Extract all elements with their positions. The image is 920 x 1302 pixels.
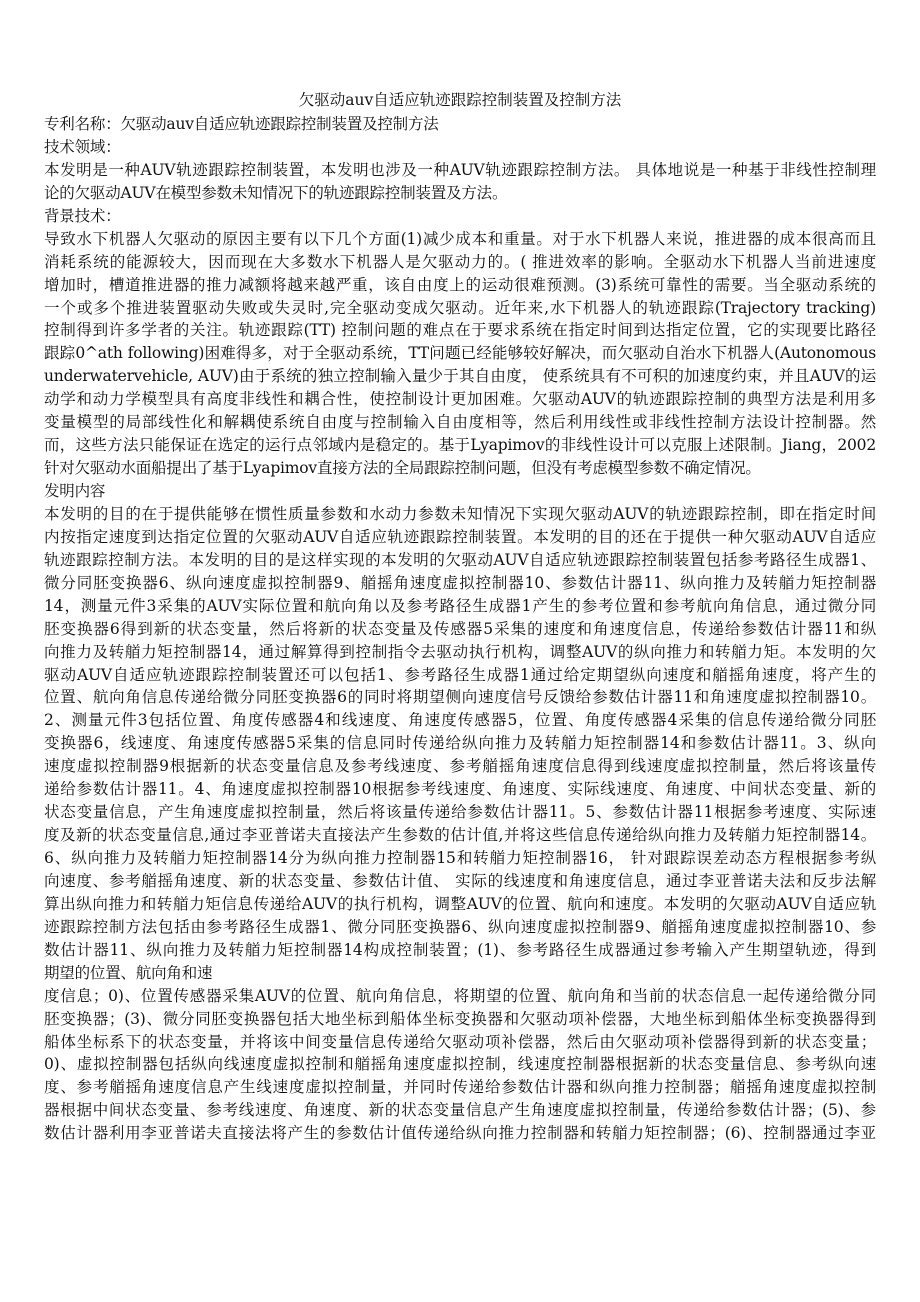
text-line: 技术领域：	[44, 137, 121, 156]
text-line: 度信息；0)、位置传感器采集AUV的位置、航向角信息，将期望的位置、航向角和当前的状态信息一起传递给微分同	[44, 986, 876, 1005]
text-line: 变换器6，线速度、角速度传感器5采集的信息同时传递给纵向推力及转艏力矩控制器14和参数估计器11。3、纵向	[44, 734, 876, 753]
text-line: 变量模型的局部线性化和解耦使系统自由度与控制输入自由度相等，然后利用线性或非线性控制方法设计控制器。然	[44, 413, 876, 432]
document-title: 欠驱动auv自适应轨迹跟踪控制装置及控制方法	[298, 91, 622, 109]
text-line: 度、参考艏摇角速度信息产生线速度虚拟控制量，并同时传递给参数估计器和纵向推力控制器；艏摇角速度虚拟控制	[44, 1078, 876, 1097]
text-line: 期望的位置、航向角和速	[44, 963, 213, 982]
text-line: 驱动AUV自适应轨迹跟踪控制装置还可以包括1、参考路径生成器1通过给定期望纵向速度和艏摇角速度，将产生的	[44, 665, 876, 684]
text-line: 数估计器11、纵向推力及转艏力矩控制器14构成控制装置；(1)、参考路径生成器通过参考输入产生期望轨迹，得到	[44, 940, 876, 959]
text-line: 背景技术：	[44, 206, 121, 225]
text-line: 专利名称：欠驱动auv自适应轨迹跟踪控制装置及控制方法	[44, 115, 439, 133]
text-line: 导致水下机器人欠驱动的原因主要有以下几个方面(1)减少成本和重量。对于水下机器人来说，推进器的成本很高而且	[44, 229, 876, 248]
text-line: 本发明是一种AUV轨迹跟踪控制装置，本发明也涉及一种AUV轨迹跟踪控制方法。 具体地说是一种基于非线性控制理	[44, 160, 876, 179]
text-line: 而，这些方法只能保证在选定的运行点邻域内是稳定的。基于Lyapimov的非线性设计可以克服上述限制。Jiang，2002	[44, 436, 876, 455]
text-line: 0)、虚拟控制器包括纵向线速度虚拟控制和艏摇角速度虚拟控制，线速度控制器根据新的状态变量信息、参考纵向速	[44, 1055, 876, 1074]
text-line: 内按指定速度到达指定位置的欠驱动AUV自适应轨迹跟踪控制装置。本发明的目的还在于提供一种欠驱动AUV自适应	[44, 527, 876, 546]
text-line: 向速度、参考艏摇角速度、新的状态变量、参数估计值、 实际的线速度和角速度信息，通过李亚普诺夫法和反步法解	[44, 871, 876, 890]
text-line: underwatervehicle, AUV)由于系统的独立控制输入量少于其自由度， 使系统具有不可积的加速度约束，并且AUV的运	[44, 367, 876, 386]
text-line: 速度虚拟控制器9根据新的状态变量信息及参考线速度、参考艏摇角速度信息得到线速度虚拟控制量，然后将该量传	[44, 757, 876, 776]
text-line: 胚变换器6得到新的状态变量，然后将新的状态变量及传感器5采集的速度和角速度信息，传递给参数估计器11和纵	[44, 619, 876, 638]
text-line: 迹跟踪控制方法包括由参考路径生成器1、微分同胚变换器6、纵向速度虚拟控制器9、艏摇角速度虚拟控制器10、参	[44, 917, 876, 936]
text-line: 增加时，槽道推进器的推力减额将越来越严重，该自由度上的运动很难预测。(3)系统可靠性的需要。当全驱动系统的	[44, 275, 876, 294]
text-line: 位置、航向角信息传递给微分同胚变换器6的同时将期望侧向速度信号反馈给参数估计器11和角速度虚拟控制器10。	[44, 688, 876, 707]
text-line: 度及新的状态变量信息,通过李亚普诺夫直接法产生参数的估计值,并将这些信息传递给纵向推力及转艏力矩控制器14。	[44, 826, 876, 845]
text-line: 跟踪0^ath following)困难得多，对于全驱动系统，TT问题已经能够较好解决，而欠驱动自治水下机器人(Autonomous	[44, 344, 876, 363]
text-line: 控制得到许多学者的关注。轨迹跟踪(TT) 控制问题的难点在于要求系统在指定时间到达指定位置，它的实现要比路径	[44, 321, 876, 340]
text-line: 动学和动力学模型具有高度非线性和耦合性，使控制设计更加困难。欠驱动AUV的轨迹跟踪控制的典型方法是利用多	[44, 390, 876, 409]
text-line: 针对欠驱动水面船提出了基于Lyapimov直接方法的全局跟踪控制问题，但没有考虑模型参数不确定情况。	[44, 459, 761, 478]
text-line: 14，测量元件3采集的AUV实际位置和航向角以及参考路径生成器1产生的参考位置和参考航向角信息，通过微分同	[44, 596, 876, 615]
text-line: 发明内容	[44, 482, 106, 500]
text-line: 船体坐标系下的状态变量，并将该中间变量信息传递给欠驱动项补偿器，然后由欠驱动项补偿器得到新的状态变量；	[44, 1032, 876, 1051]
text-line: 胚变换器；(3)、微分同胚变换器包括大地坐标到船体坐标变换器和欠驱动项补偿器，大地坐标到船体坐标变换器得到	[44, 1009, 876, 1028]
text-line: 算出纵向推力和转艏力矩信息传递给AUV的执行机构，调整AUV的位置、航向和速度。本发明的欠驱动AUV自适应轨	[44, 894, 876, 913]
text-line: 微分同胚变换器6、纵向速度虚拟控制器9、艏摇角速度虚拟控制器10、参数估计器11、纵向推力及转艏力矩控制器	[44, 573, 876, 592]
text-line: 递给参数估计器11。4、角速度虚拟控制器10根据参考线速度、角速度、实际线速度、角速度、中间状态变量、新的	[44, 780, 876, 799]
text-line: 器根据中间状态变量、参考线速度、角速度、新的状态变量信息产生角速度虚拟控制量，传递给参数估计器；(5)、参	[44, 1101, 876, 1120]
text-line: 6、纵向推力及转艏力矩控制器14分为纵向推力控制器15和转艏力矩控制器16， 针对跟踪误差动态方程根据参考纵	[44, 849, 876, 867]
text-line: 一个或多个推进装置驱动失败或失灵时,完全驱动变成欠驱动。近年来,水下机器人的轨迹跟踪(Trajectory tracking)	[44, 298, 876, 317]
text-line: 轨迹跟踪控制方法。本发明的目的是这样实现的本发明的欠驱动AUV自适应轨迹跟踪控制装置包括参考路径生成器1、	[44, 550, 876, 569]
text-line: 状态变量信息，产生角速度虚拟控制量，然后将该量传递给参数估计器11。5、参数估计器11根据参考速度、实际速	[44, 803, 876, 822]
document-body	[44, 113, 876, 1145]
text-line: 本发明的目的在于提供能够在惯性质量参数和水动力参数未知情况下实现欠驱动AUV的轨迹跟踪控制，即在指定时间	[44, 504, 876, 523]
text-line: 数估计器利用李亚普诺夫直接法将产生的参数估计值传递给纵向推力控制器和转艏力矩控制器；(6)、控制器通过李亚	[44, 1124, 876, 1143]
text-line: 消耗系统的能源较大，因而现在大多数水下机器人是欠驱动力的。( 推进效率的影响。全驱动水下机器人当前进速度	[44, 252, 876, 271]
text-line: 论的欠驱动AUV在模型参数未知情况下的轨迹跟踪控制装置及方法。	[44, 183, 508, 202]
text-line: 向推力及转艏力矩控制器14，通过解算得到控制指令去驱动执行机构，调整AUV的纵向推力和转艏力矩。本发明的欠	[44, 642, 876, 661]
text-line: 2、测量元件3包括位置、角度传感器4和线速度、角速度传感器5，位置、角度传感器4采集的信息传递给微分同胚	[44, 711, 876, 730]
